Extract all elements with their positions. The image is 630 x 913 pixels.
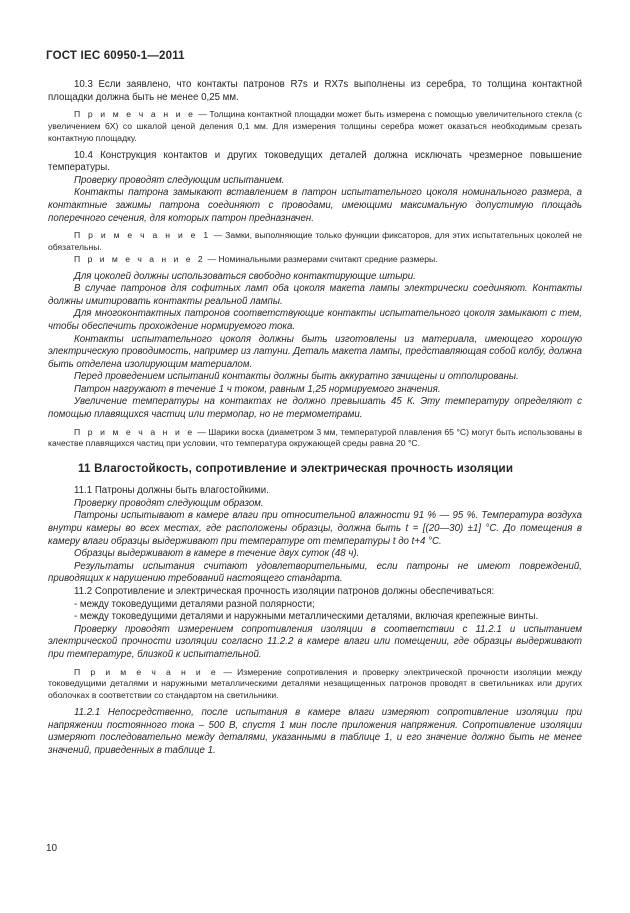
- paragraph-cleaning: Перед проведением испытаний контакты должны быть аккуратно зачищены и отполированы.: [74, 371, 519, 383]
- note-wax-balls: П р и м е ч а н и е — Шарики воска (диаметром 3 мм, температурой плавления 65 °С) могут быть использованы в качестве плавящихся частиц при условии, что температура окружающей среды равна 20 °С.: [48, 426, 583, 449]
- paragraph-soffit: В случае патронов для софитных ламп оба цоколя макета лампы электрически соединяют. Контакты должны имитировать контакты реальной лампы.: [48, 283, 582, 307]
- paragraph-procedure: Проверку проводят следующим образом.: [74, 497, 264, 509]
- paragraph-11-1: 11.1 Патроны должны быть влагостойкими.: [74, 485, 269, 497]
- paragraph-multicontact: Для многоконтактных патронов соответствующие контакты испытательного цоколя замыкают с тем, чтобы обеспечить прохождение нормируемого тока.: [48, 308, 582, 332]
- note-1: П р и м е ч а н и е 1 — Замки, выполняющие только функции фиксаторов, для этих испытательных цоколей не обязательны.: [48, 230, 582, 252]
- paragraph-verification: Проверку проводят измерением сопротивления изоляции в соответствии с 11.2.1 и испытанием электрической прочности изоляции согласно 11.2.2 в камере влаги или помещении, где образцы выдерживают при температуре, близкой к испытательной.: [48, 623, 582, 660]
- paragraph-11-2: 11.2 Сопротивление и электрическая прочность изоляции патронов должны обеспечиваться:: [74, 586, 495, 597]
- note-luminaires: П р и м е ч а н и е — Измерение сопротивления и проверку электрической прочности изоляции между токоведущими деталями и наружными металлическими деталями незащищенных патронов проводят в светильниках или других оболочках в соответствии со стандартом на светильники.: [48, 666, 583, 701]
- paragraph-load: Патрон нагружают в течение 1 ч током, равным 1,25 нормируемого значения.: [74, 383, 441, 395]
- paragraph-duration: Образцы выдерживают в камере в течение двух суток (48 ч).: [74, 548, 360, 560]
- document-code: ГОСТ IEC 60950-1—2011: [46, 50, 185, 62]
- document-body: [48, 79, 582, 757]
- list-item-polarity: - между токоведущими деталями разной полярности;: [74, 598, 315, 610]
- section-11-heading: 11 Влагостойкость, сопротивление и электрическая прочность изоляции: [78, 462, 514, 476]
- note-contact-thickness: П р и м е ч а н и е — Толщина контактной площадки может быть измерена с помощью увеличительного стекла (с увеличением 6Х) со шкалой ценой деления 0,1 мм. Для измерения толщины серебра может оказаться необходимым срезать контактную площадку.: [48, 109, 582, 143]
- page-number: 10: [46, 843, 58, 854]
- paragraph-humidity: Патроны испытывают в камере влаги при относительной влажности 91 % — 95 %. Температура воздуха внутри камеры во всех местах, где расположены образцы, должна быть t = [(20—30) ±1] °С. До помещения в камеру влаги образцы выдерживают при температуре от температуры t до t+4 °С.: [48, 510, 582, 547]
- test-description: Контакты патрона замыкают вставлением в патрон испытательного цоколя номинального размера, а контактные зажимы патрона соединяют с проводами, имеющими максимальную допустимую площадь поперечного сечения, для которых патрон предназначен.: [48, 187, 582, 224]
- paragraph-results: Результаты испытания считают удовлетворительными, если патроны не имеют повреждений, приводящих к нарушению требований настоящего стандарта.: [48, 560, 582, 585]
- paragraph-11-2-1: 11.2.1 Непосредственно, после испытания в камере влаги измеряют сопротивление изоляции при напряжении постоянного тока – 500 В, спустя 1 мин после приложения напряжения. Сопротивление изоляции измеряют последовательно между деталями, указанными в таблице 1, и его значение должно быть не менее значений, приведенных в таблице 1.: [48, 706, 582, 756]
- paragraph-10-4: 10.4 Конструкция контактов и других токоведущих деталей должна исключать чрезмерное повышение температуры.: [48, 149, 582, 174]
- paragraph-material: Контакты испытательного цоколя должны быть изготовлены из материала, имеющего хорошую электрическую проводимость, например из латуни. Деталь макета лампы, представляющая собой колбу, должна быть отделена изолирующим материалом.: [48, 333, 582, 370]
- paragraph-pins: Для цоколей должны использоваться свободно контактирующие штыри.: [74, 270, 416, 282]
- paragraph-temperature-rise: Увеличение температуры на контактах не должно превышать 45 К. Эту температуру определяют с помощью плавящихся частиц или термопар, но не термометрами.: [48, 396, 582, 421]
- paragraph-10-3: 10.3 Если заявлено, что контакты патронов R7s и RX7s выполнены из серебра, то толщина контактной площадки должна быть не менее 0,25 мм.: [48, 79, 582, 103]
- note-2: П р и м е ч а н и е 2 — Номинальными размерами считают средние размеры.: [74, 253, 438, 264]
- list-item-metal-parts: - между токоведущими деталями и наружными металлическими деталями, включая крепежные винты.: [74, 611, 539, 623]
- test-intro: Проверку проводят следующим испытанием.: [74, 174, 285, 186]
